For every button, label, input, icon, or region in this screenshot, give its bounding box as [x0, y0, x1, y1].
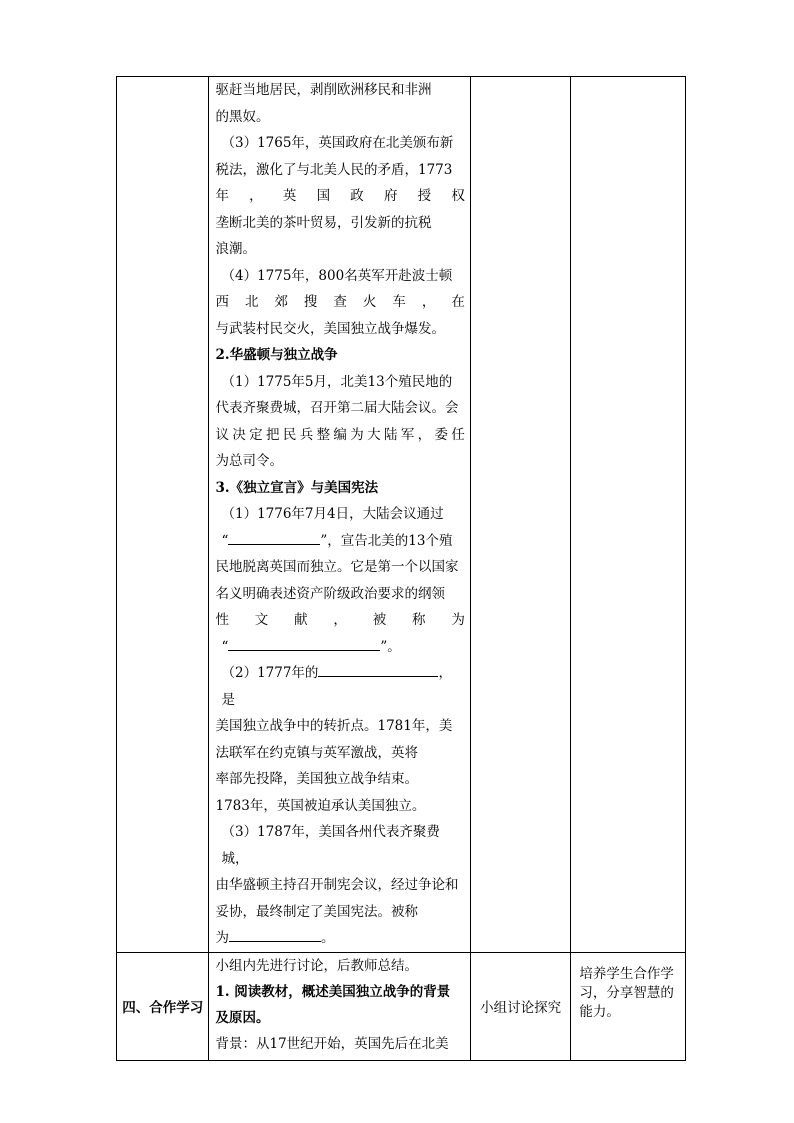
text-line: 议决定把民兵整编为大陆军，委任 [215, 426, 465, 443]
text-line: 的黑奴。 [215, 108, 270, 125]
text-line: （3）1787年，美国各州代表齐聚费城， [221, 824, 440, 867]
text-line: 浪潮。 [215, 241, 256, 257]
empty-purpose-cell [571, 77, 686, 953]
text-line: 法联军在约克镇与英军激战，英将 [215, 744, 418, 761]
method-cell: 小组讨论探究 [470, 952, 571, 1060]
lesson-plan-table [116, 76, 686, 1061]
text-line: 名义明确表述资产阶级政治要求的纲领 [215, 585, 445, 602]
text-line: 为总司令。 [215, 453, 283, 469]
text-fragment: 。 [320, 930, 335, 946]
empty-label-cell [117, 77, 209, 953]
purpose-cell: 培养学生合作学习，分享智慧的能力。 [571, 952, 686, 1060]
question-line: 1. 阅读教材，概述美国独立战争的背景 [215, 983, 451, 1000]
text-fragment: ”，宣告北美的13个殖 [320, 532, 453, 549]
text-line: 性文献，被称为 [215, 612, 465, 628]
text-line: 税法，激化了与北美人民的矛盾，1773 [215, 161, 453, 178]
quote-open: “ [221, 638, 229, 655]
section-heading: 2.华盛顿与独立战争 [215, 347, 338, 363]
empty-method-cell [470, 77, 571, 953]
text-line: 背景：从17世纪开始，英国先后在北美 [215, 1035, 449, 1052]
text-line: 年，英国政府授权 [215, 188, 465, 204]
text-line: （1）1775年5月，北美13个殖民地的 [221, 373, 453, 390]
text-line: 民地脱离英国而独立。它是第一个以国家 [215, 559, 459, 575]
text-line [215, 634, 464, 661]
text-line [215, 660, 464, 713]
text-line: 西北郊搜查火车，在 [215, 294, 465, 310]
section-label: 四、合作学习 [117, 952, 209, 1060]
section-heading: 3.《独立宣言》与美国宪法 [215, 479, 379, 496]
text-line: 率部先投降，美国独立战争结束。 [215, 771, 418, 787]
text-line: 驱赶当地居民，剥削欧洲移民和非洲 [215, 82, 432, 98]
text-line: 代表齐聚费城，召开第二届大陆会议。会 [215, 400, 459, 416]
text-line: 由华盛顿主持召开制宪会议，经过争论和 [215, 877, 459, 893]
text-line: （3）1765年，英国政府在北美颁布新 [221, 135, 454, 151]
text-line: 与武装村民交火，美国独立战争爆发。 [215, 320, 445, 337]
text-line [215, 528, 464, 555]
text-line: 垄断北美的茶叶贸易，引发新的抗税 [215, 214, 432, 231]
text-line [215, 925, 464, 952]
text-fragment: （2）1777年的 [221, 665, 319, 681]
text-line: 妥协，最终制定了美国宪法。被称 [215, 903, 418, 920]
quote-open: “ [221, 532, 229, 549]
fill-blank[interactable] [228, 635, 380, 651]
fill-blank[interactable] [228, 529, 320, 545]
text-line: 小组内先进行讨论，后教师总结。 [215, 957, 418, 974]
content-row [117, 77, 686, 953]
text-line: 1783年，英国被迫承认美国独立。 [215, 797, 426, 814]
text-fragment: ，是 [221, 665, 452, 708]
question-line: 及原因。 [215, 1009, 270, 1026]
fill-blank[interactable] [318, 661, 438, 677]
text-line: 美国独立战争中的转折点。1781年，美 [215, 718, 453, 734]
coop-content-cell [209, 952, 470, 1060]
text-line: （4）1775年，800名英军开赴波士顿 [221, 267, 453, 284]
cooperative-learning-row [117, 952, 686, 1060]
fill-blank[interactable] [229, 926, 321, 942]
text-fragment: ”。 [380, 638, 401, 655]
text-fragment: 为 [215, 930, 229, 946]
text-line: （1）1776年7月4日，大陆会议通过 [221, 506, 444, 522]
content-cell [209, 77, 470, 953]
